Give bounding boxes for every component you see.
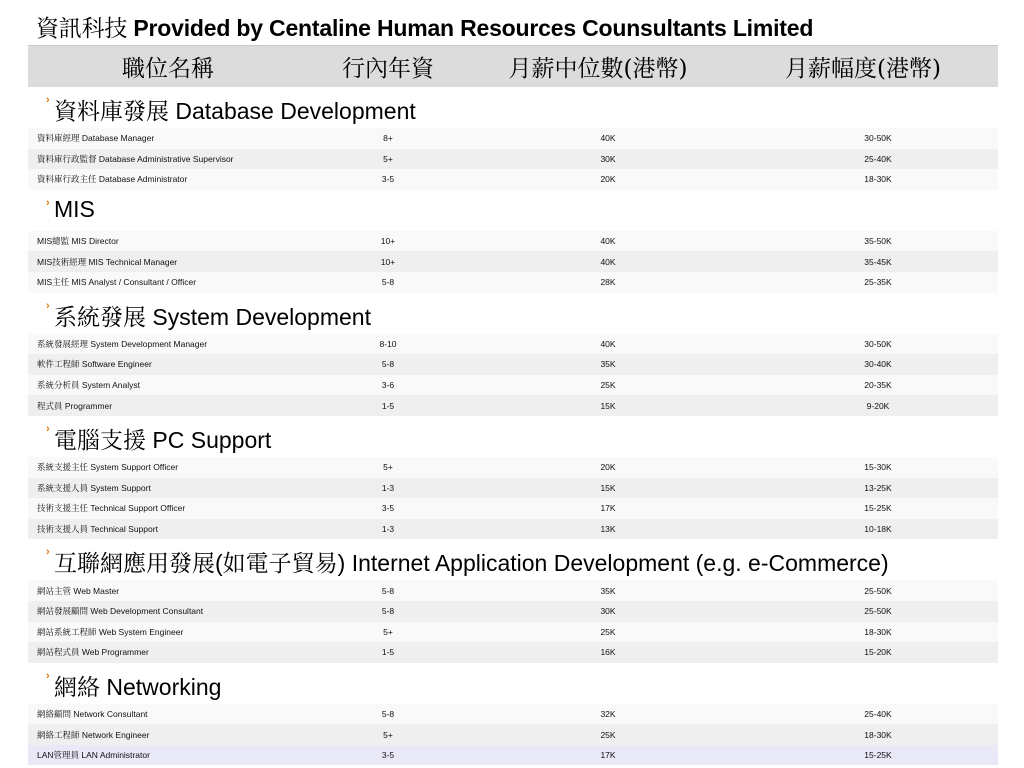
cell-median: 15K — [600, 400, 616, 411]
cell-median: 35K — [600, 359, 616, 370]
cell-range: 35-45K — [864, 256, 892, 267]
table-row — [28, 375, 998, 396]
cell-position: 資料庫行政主任 Database Administrator — [37, 174, 188, 185]
cell-median: 32K — [600, 708, 616, 719]
cell-position: 系統分析員 System Analyst — [37, 380, 140, 391]
cell-range: 25-35K — [864, 277, 892, 288]
bullet-arrow-icon: › — [46, 299, 50, 312]
table-row — [28, 580, 998, 601]
category-row — [28, 293, 998, 334]
cell-years: 3-5 — [381, 174, 395, 185]
bullet-arrow-icon: › — [46, 422, 50, 435]
cell-range: 15-30K — [864, 462, 892, 473]
cell-years: 5-8 — [381, 359, 395, 370]
cell-range: 35-50K — [864, 236, 892, 247]
cell-position: 系統支援主任 System Support Officer — [37, 462, 179, 473]
cell-median: 15K — [600, 482, 616, 493]
cell-median: 40K — [600, 133, 616, 144]
cell-position: 技術支援人員 Technical Support — [37, 524, 158, 535]
cell-median: 17K — [600, 503, 616, 514]
cell-years: 5-8 — [381, 277, 395, 288]
cell-position: 網站系統工程師 Web System Engineer — [37, 626, 184, 637]
category-label: 系統發展 System Development — [54, 303, 371, 330]
cell-position: MIS技術經理 MIS Technical Manager — [37, 256, 178, 267]
salary-table — [28, 45, 998, 765]
table-row — [28, 498, 998, 519]
cell-years: 10+ — [380, 256, 396, 267]
cell-range: 10-18K — [864, 524, 892, 535]
cell-years: 1-3 — [381, 524, 395, 535]
cell-range: 13-25K — [864, 482, 892, 493]
cell-median: 17K — [600, 750, 616, 761]
table-row — [28, 169, 998, 190]
cell-median: 25K — [600, 729, 616, 740]
cell-years: 5+ — [383, 153, 393, 164]
header-median-salary: 月薪中位數(港幣) — [508, 56, 688, 82]
cell-range: 30-50K — [864, 133, 892, 144]
cell-range: 18-30K — [864, 174, 892, 185]
table-row — [28, 622, 998, 643]
cell-years: 5+ — [383, 729, 393, 740]
cell-years: 5-8 — [381, 585, 395, 596]
cell-years: 8+ — [383, 133, 393, 144]
cell-range: 15-20K — [864, 647, 892, 658]
table-row — [28, 642, 998, 663]
header-salary-range: 月薪幅度(港幣) — [785, 56, 941, 82]
table-row — [28, 149, 998, 170]
cell-median: 28K — [600, 277, 616, 288]
page-title-en: Provided by Centaline Human Resources Counsultants Limited — [133, 15, 814, 41]
table-row — [28, 519, 998, 540]
category-row — [28, 539, 998, 580]
cell-position: 網站主管 Web Master — [37, 585, 120, 596]
bullet-arrow-icon: › — [46, 546, 50, 559]
cell-range: 18-30K — [864, 729, 892, 740]
cell-years: 5+ — [383, 462, 393, 473]
cell-position: 資料庫經理 Database Manager — [37, 133, 155, 144]
category-label: 互聯網應用發展(如電子貿易) Internet Application Development (e.g. e-Commerce) — [54, 550, 889, 577]
cell-position: 網站發展顧問 Web Development Consultant — [37, 606, 204, 617]
cell-median: 20K — [600, 174, 616, 185]
cell-range: 30-40K — [864, 359, 892, 370]
category-row — [28, 87, 998, 128]
cell-position: 技術支援主任 Technical Support Officer — [37, 503, 186, 514]
cell-median: 40K — [600, 338, 616, 349]
table-row — [28, 128, 998, 149]
cell-position: MIS總監 MIS Director — [37, 236, 119, 247]
table-row — [28, 334, 998, 355]
cell-median: 30K — [600, 153, 616, 164]
cell-years: 3-6 — [381, 380, 395, 391]
cell-years: 10+ — [380, 236, 396, 247]
cell-median: 30K — [600, 606, 616, 617]
cell-range: 25-40K — [864, 708, 892, 719]
page-title-cn: 資訊科技 — [36, 16, 128, 42]
cell-median: 16K — [600, 647, 616, 658]
cell-median: 40K — [600, 236, 616, 247]
cell-position: 程式員 Programmer — [37, 400, 113, 411]
cell-position: 網站程式員 Web Programmer — [37, 647, 149, 658]
cell-position: LAN管理員 LAN Administrator — [37, 750, 150, 761]
cell-median: 40K — [600, 256, 616, 267]
cell-years: 3-5 — [381, 750, 395, 761]
category-row — [28, 190, 998, 231]
cell-range: 30-50K — [864, 338, 892, 349]
category-row — [28, 663, 998, 704]
category-label: 網絡 Networking — [54, 673, 222, 700]
table-row — [28, 704, 998, 725]
cell-position: 網絡工程師 Network Engineer — [37, 729, 150, 740]
category-row — [28, 416, 998, 457]
cell-median: 20K — [600, 462, 616, 473]
cell-years: 5-8 — [381, 606, 395, 617]
cell-median: 13K — [600, 524, 616, 535]
cell-median: 25K — [600, 380, 616, 391]
cell-years: 1-5 — [381, 400, 395, 411]
cell-years: 3-5 — [381, 503, 395, 514]
cell-range: 25-50K — [864, 606, 892, 617]
category-label: MIS — [54, 195, 95, 222]
table-row — [28, 724, 998, 745]
table-row — [28, 601, 998, 622]
cell-range: 15-25K — [864, 503, 892, 514]
cell-position: 網絡顧問 Network Consultant — [37, 708, 148, 719]
cell-range: 18-30K — [864, 626, 892, 637]
cell-range: 15-25K — [864, 750, 892, 761]
table-row — [28, 231, 998, 252]
cell-position: MIS主任 MIS Analyst / Consultant / Officer — [37, 277, 197, 288]
page-title — [36, 10, 813, 43]
table-row — [28, 745, 998, 766]
table-header — [28, 45, 998, 87]
table-body — [28, 87, 998, 765]
table-row — [28, 251, 998, 272]
cell-position: 軟件工程師 Software Engineer — [37, 359, 152, 370]
bullet-arrow-icon: › — [46, 94, 50, 106]
header-years: 行內年資 — [342, 56, 434, 82]
bullet-arrow-icon: › — [46, 196, 50, 209]
cell-position: 系統支援人員 System Support — [37, 482, 151, 493]
bullet-arrow-icon: › — [46, 669, 50, 682]
cell-years: 5+ — [383, 626, 393, 637]
cell-position: 資料庫行政監督 Database Administrative Supervisor — [37, 153, 234, 164]
header-position: 職位名稱 — [122, 56, 214, 82]
cell-median: 35K — [600, 585, 616, 596]
cell-years: 8-10 — [379, 338, 397, 349]
cell-range: 20-35K — [864, 380, 892, 391]
table-row — [28, 457, 998, 478]
table-row — [28, 354, 998, 375]
category-label: 資料庫發展 Database Development — [54, 98, 416, 124]
cell-range: 25-40K — [864, 153, 892, 164]
cell-years: 1-3 — [381, 482, 395, 493]
cell-range: 25-50K — [864, 585, 892, 596]
cell-position: 系統發展經理 System Development Manager — [37, 338, 208, 349]
category-label: 電腦支援 PC Support — [54, 426, 272, 453]
table-row — [28, 478, 998, 499]
cell-range: 9-20K — [866, 400, 890, 411]
table-row — [28, 272, 998, 293]
cell-years: 5-8 — [381, 708, 395, 719]
cell-years: 1-5 — [381, 647, 395, 658]
table-row — [28, 395, 998, 416]
cell-median: 25K — [600, 626, 616, 637]
